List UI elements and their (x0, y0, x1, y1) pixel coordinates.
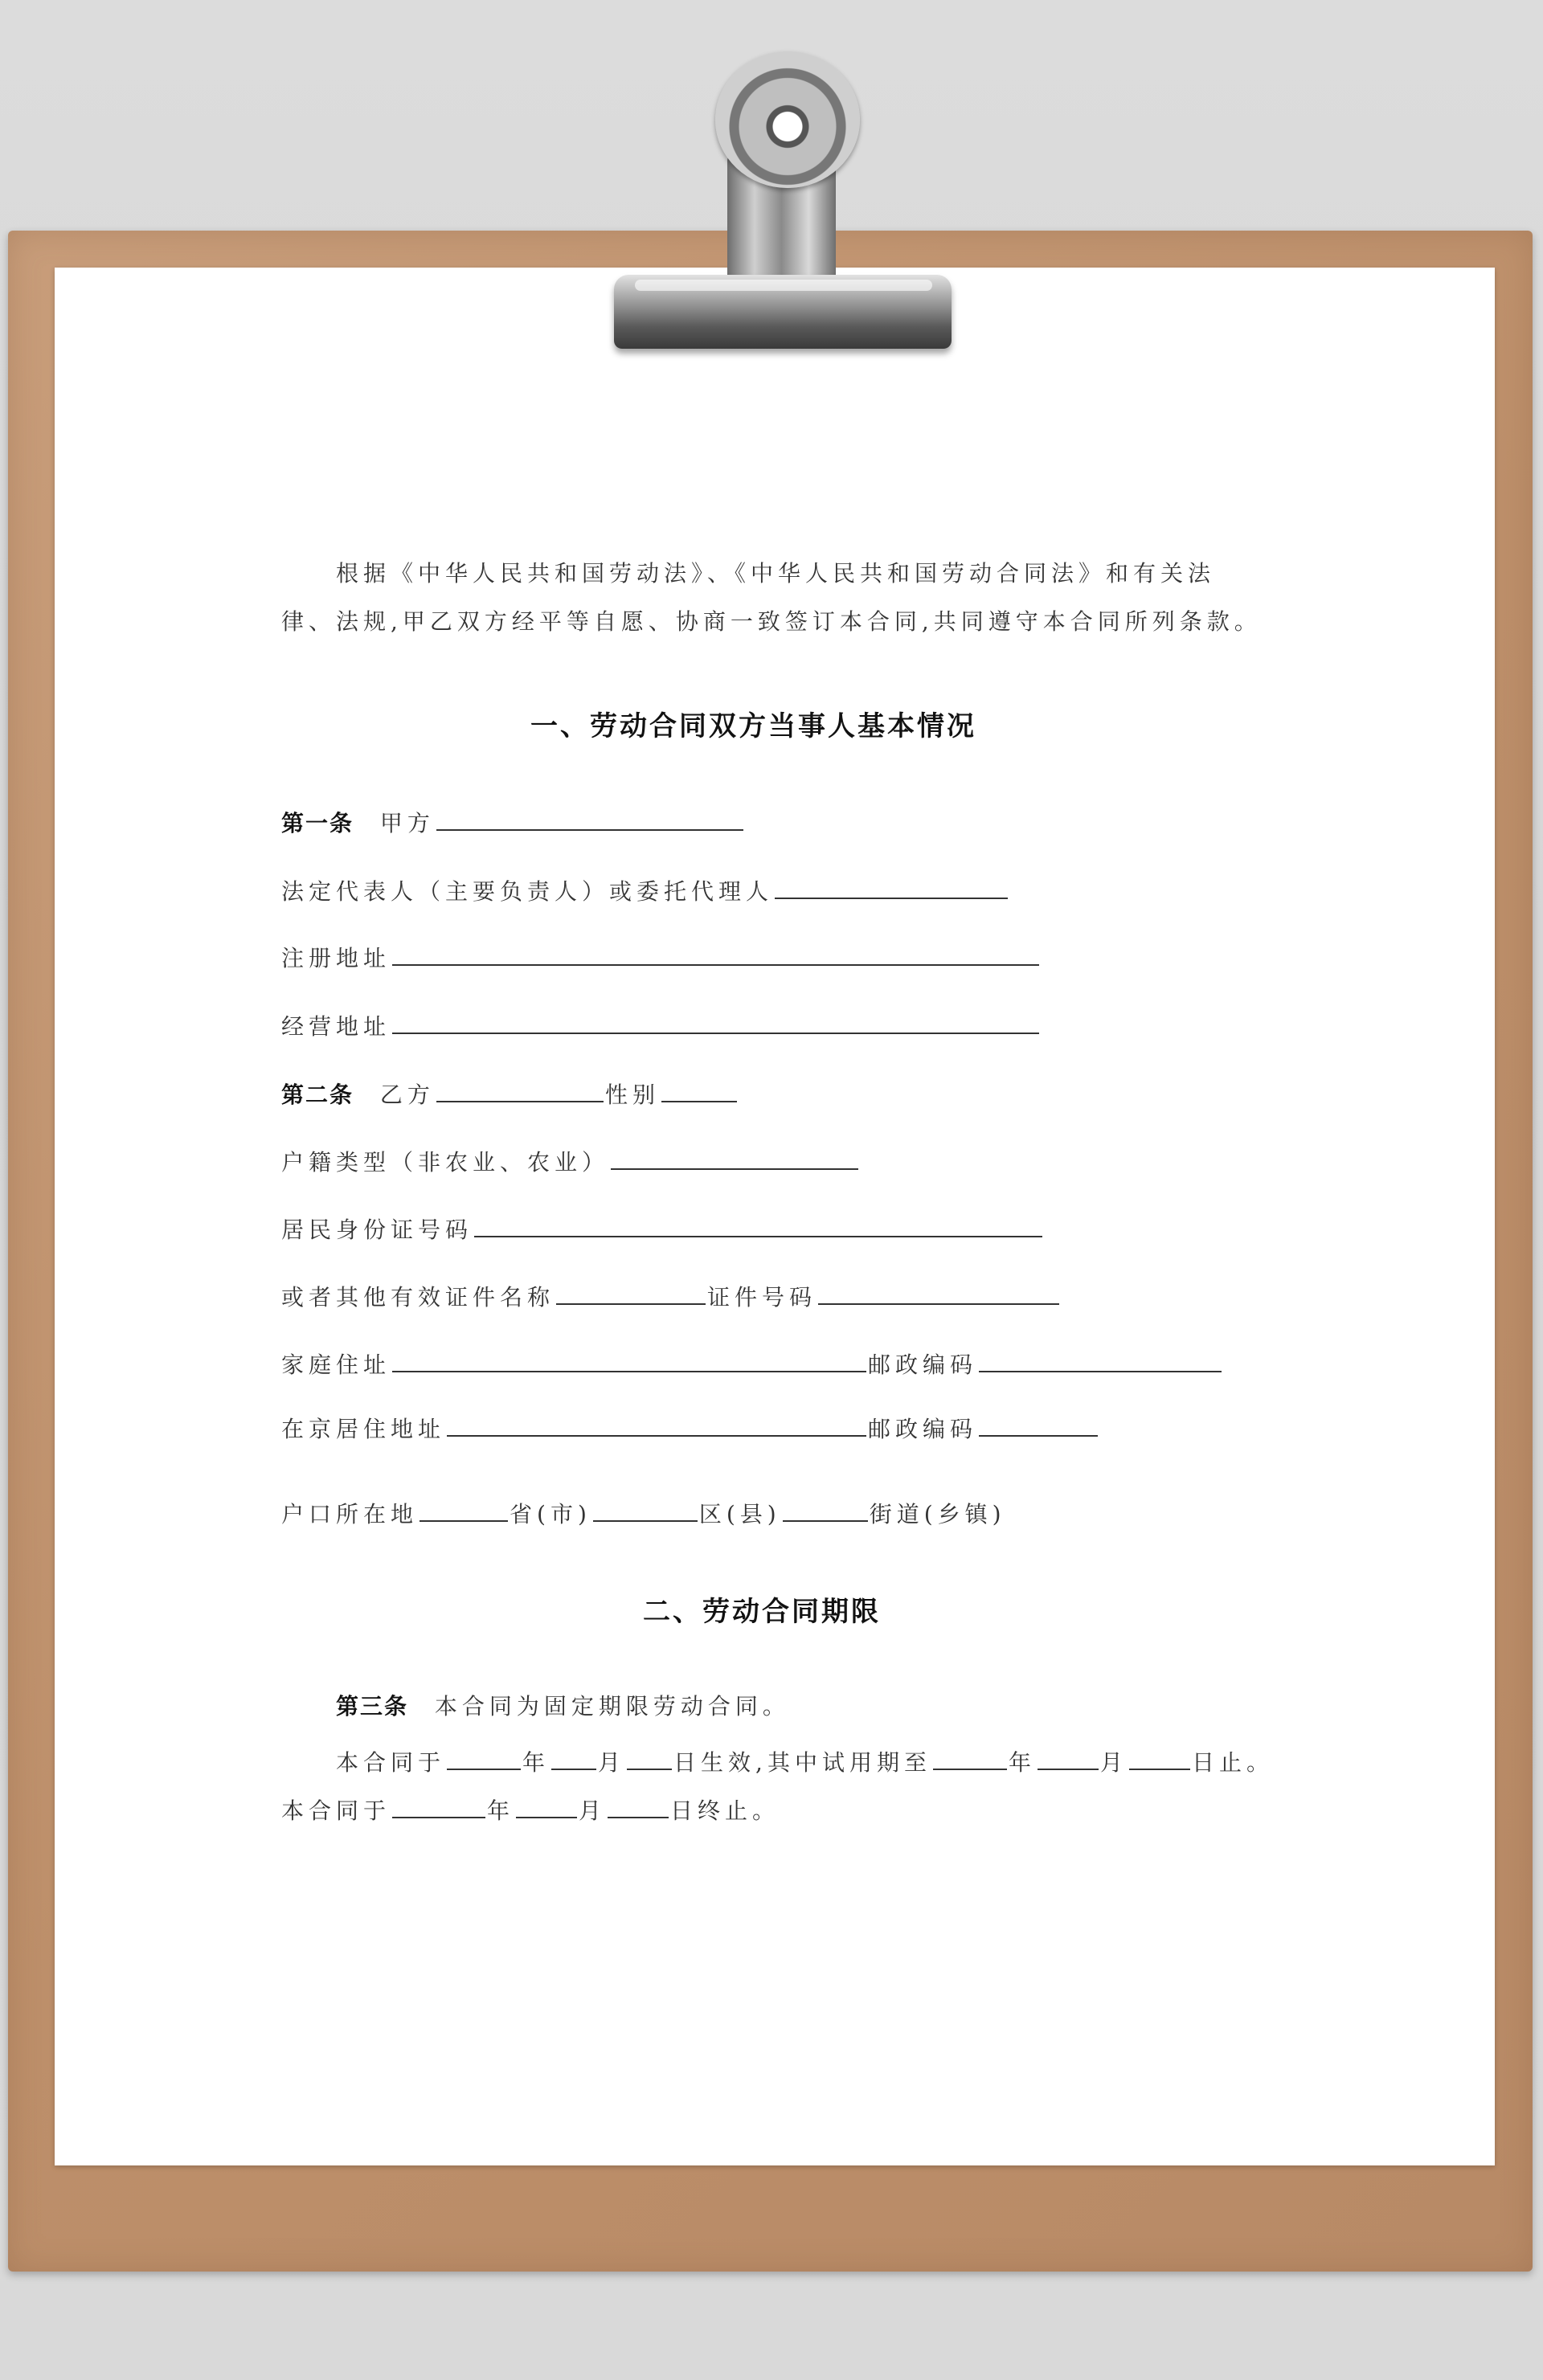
legal-rep-label: 法定代表人（主要负责人）或委托代理人 (281, 878, 774, 905)
hukou-type-field[interactable] (611, 1144, 858, 1170)
postcode-2-label: 邮政编码 (868, 1416, 978, 1442)
intro-line-2: 律、法规,甲乙双方经平等自愿、协商一致签订本合同,共同遵守本合同所列条款。 (281, 608, 1262, 635)
probation-year-label: 年 (1008, 1749, 1036, 1776)
article-3-label: 第三条 (336, 1693, 409, 1720)
effective-month-label: 月 (598, 1749, 626, 1776)
effective-suffix: 日生效,其中试用期至 (673, 1749, 931, 1776)
street-label: 街道(乡镇) (869, 1501, 1006, 1527)
beijing-address-label: 在京居住地址 (281, 1416, 446, 1442)
hukou-type-label: 户籍类型（非农业、农业） (281, 1149, 610, 1176)
id-number-row (281, 1212, 1044, 1245)
business-address-field[interactable] (392, 1008, 1039, 1034)
hukou-location-field[interactable] (420, 1496, 508, 1522)
probation-day-field[interactable] (1129, 1744, 1190, 1770)
article-3-row (336, 1689, 790, 1721)
id-number-field[interactable] (474, 1212, 1042, 1237)
legal-rep-row (281, 873, 1009, 906)
hukou-location-row (281, 1496, 1006, 1529)
postcode-2-field[interactable] (979, 1411, 1098, 1437)
id-no-field[interactable] (818, 1279, 1059, 1305)
intro-line-1: 根据《中华人民共和国劳动法》、《中华人民共和国劳动合同法》和有关法 (336, 560, 1216, 587)
term-suffix: 日终止。 (670, 1797, 780, 1824)
article-3-text: 本合同为固定期限劳动合同。 (434, 1693, 790, 1720)
term-year-field[interactable] (392, 1793, 485, 1818)
party-b-field[interactable] (436, 1077, 604, 1102)
term-prefix: 本合同于 (281, 1797, 391, 1824)
probation-end-suffix: 日止。 (1191, 1749, 1274, 1776)
hukou-location-label: 户口所在地 (281, 1501, 419, 1527)
term-month-field[interactable] (516, 1793, 577, 1818)
gender-field[interactable] (661, 1077, 737, 1102)
effective-prefix: 本合同于 (336, 1749, 446, 1776)
gender-label: 性别 (604, 1082, 660, 1108)
section-2-title: 二、劳动合同期限 (643, 1596, 881, 1628)
registered-address-label: 注册地址 (281, 945, 391, 971)
registered-address-row (281, 940, 1041, 973)
other-id-row (281, 1279, 1061, 1312)
beijing-address-field[interactable] (447, 1411, 866, 1437)
term-month-label: 月 (579, 1797, 607, 1824)
beijing-address-row (281, 1411, 1099, 1444)
id-number-label: 居民身份证号码 (281, 1217, 473, 1243)
id-no-label: 证件号码 (707, 1284, 817, 1311)
party-a-field[interactable] (436, 805, 743, 831)
article-1-row (281, 805, 745, 838)
effective-day-field[interactable] (627, 1744, 672, 1770)
hukou-type-row (281, 1144, 860, 1177)
home-address-field[interactable] (392, 1347, 866, 1372)
article-1-label: 第一条 (281, 810, 354, 836)
district-label: 区(县) (698, 1501, 781, 1527)
article-2-row (281, 1077, 739, 1110)
home-address-row (281, 1347, 1223, 1380)
effective-year-label: 年 (522, 1749, 550, 1776)
probation-month-label: 月 (1099, 1749, 1128, 1776)
party-a-label: 甲方 (379, 810, 435, 836)
effective-year-field[interactable] (447, 1744, 521, 1770)
probation-year-field[interactable] (933, 1744, 1007, 1770)
province-label: 省(市) (510, 1501, 591, 1527)
registered-address-field[interactable] (392, 940, 1039, 966)
home-address-label: 家庭住址 (281, 1352, 391, 1378)
term-date-row (281, 1793, 780, 1826)
postcode-1-label: 邮政编码 (868, 1352, 978, 1378)
section-1-title: 一、劳动合同双方当事人基本情况 (530, 710, 976, 742)
other-id-name-field[interactable] (556, 1279, 706, 1305)
business-address-label: 经营地址 (281, 1013, 391, 1040)
other-id-name-label: 或者其他有效证件名称 (281, 1284, 555, 1311)
term-day-field[interactable] (608, 1793, 669, 1818)
probation-month-field[interactable] (1038, 1744, 1099, 1770)
legal-rep-field[interactable] (775, 873, 1008, 899)
district-field[interactable] (783, 1496, 868, 1522)
postcode-1-field[interactable] (979, 1347, 1222, 1372)
business-address-row (281, 1008, 1041, 1041)
province-field[interactable] (593, 1496, 698, 1522)
effective-month-field[interactable] (551, 1744, 596, 1770)
effective-date-row (336, 1744, 1274, 1777)
party-b-label: 乙方 (379, 1082, 435, 1108)
article-2-label: 第二条 (281, 1082, 354, 1108)
term-year-label: 年 (487, 1797, 515, 1824)
